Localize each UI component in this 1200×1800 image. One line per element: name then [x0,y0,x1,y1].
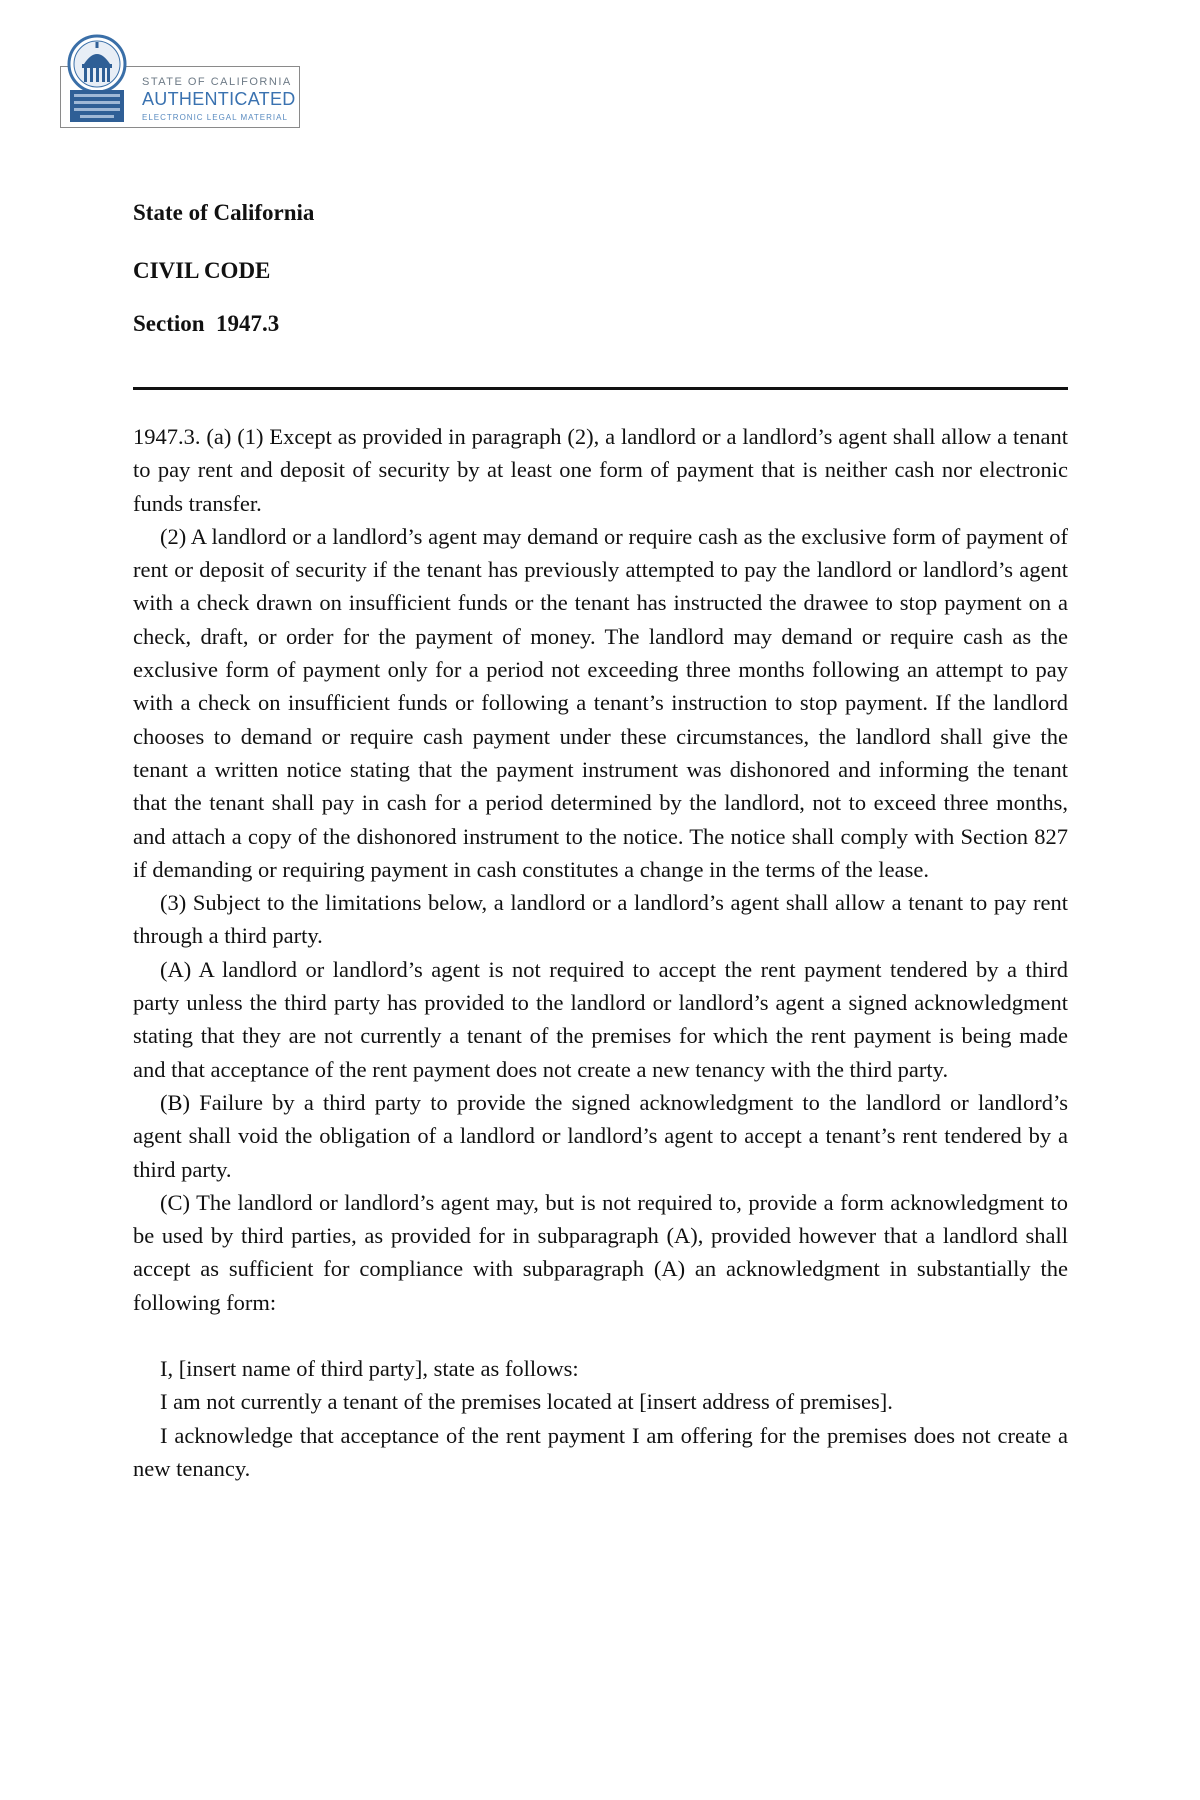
state-heading: State of California [133,200,315,225]
badge-state-label: STATE OF CALIFORNIA [142,76,292,88]
form-line-1: I, [insert name of third party], state as follows: [160,1356,579,1382]
form-line-2: I am not currently a tenant of the premises located at [insert address of premises]. [160,1389,893,1415]
section-body [133,420,1068,1485]
section-heading: Section 1947.3 [133,311,280,336]
paragraph-a3-A: (A) A landlord or landlord’s agent is not required to accept the rent payment tendered by a third party unless the third party has provided to the landlord or landlord’s agent a signed acknowledgment stating that they are not currently a tenant of the premises for which the rent payment is being made and that acceptance of the rent payment does not create a new tenancy with the third party. [133,956,1068,1082]
paragraph-a1: 1947.3. (a) (1) Except as provided in paragraph (2), a landlord or a landlord’s agent shall allow a tenant to pay rent and deposit of security by at least one form of payment that is neither cash nor electronic funds transfer. [133,424,1068,516]
paragraph-a2: (2) A landlord or a landlord’s agent may demand or require cash as the exclusive form of payment of rent or deposit of security if the tenant has previously attempted to pay the landlord or landlord’s agent with a check drawn on insufficient funds or the tenant has instructed the drawee to stop payment on a check, draft, or order for the payment of money. The landlord may demand or require cash as the exclusive form of payment only for a period not exceeding three months following an attempt to pay with a check on insufficient funds or following a tenant’s instruction to stop payment. If the landlord chooses to demand or require cash payment under these circumstances, the landlord shall give the tenant a written notice stating that the payment instrument was dishonored and informing the tenant that the tenant shall pay in cash for a period determined by the landlord, not to exceed three months, and attach a copy of the dishonored instrument to the notice. The notice shall comply with Section 827 if demanding or requiring payment in cash constitutes a change in the terms of the lease. [133,523,1068,882]
badge-authenticated-label: AUTHENTICATED [142,89,296,109]
paragraph-a3-C: (C) The landlord or landlord’s agent may, but is not required to, provide a form acknowledgment to be used by third parties, as provided for in subparagraph (A), provided however that a landlord shall accept as sufficient for compliance with subparagraph (A) an acknowledgment in substantially the following form: [133,1189,1068,1315]
paragraph-a3-B: (B) Failure by a third party to provide the signed acknowledgment to the landlord or landlord’s agent shall void the obligation of a landlord or landlord’s agent to accept a tenant’s rent tendered by a third party. [133,1089,1068,1182]
capitol-dome-seal-icon [66,34,128,126]
form-line-3: I acknowledge that acceptance of the rent payment I am offering for the premises does not create a new tenancy. [133,1422,1068,1481]
header-divider [133,387,1068,390]
code-heading: CIVIL CODE [133,258,271,283]
authentication-badge [60,34,300,130]
badge-sub-label: ELECTRONIC LEGAL MATERIAL [142,113,288,122]
paragraph-a3: (3) Subject to the limitations below, a landlord or a landlord’s agent shall allow a tenant to pay rent through a third party. [133,890,1068,949]
